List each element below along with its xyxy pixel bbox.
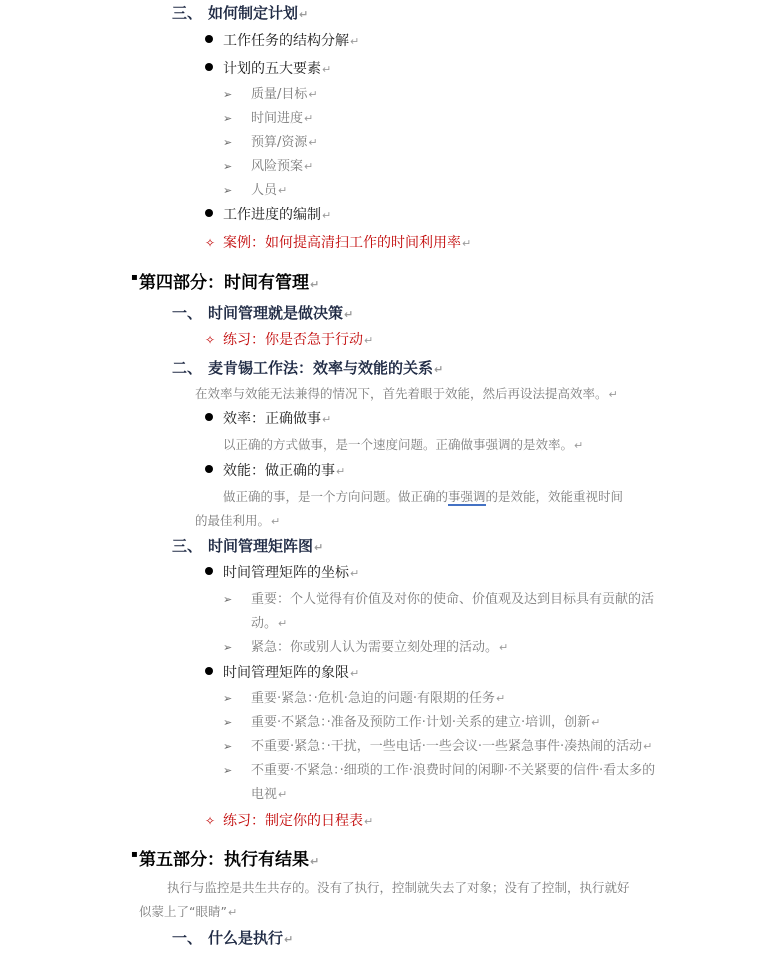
arrow-bullet-icon: ➢	[223, 184, 233, 197]
exercise-item: ✧ 练习：制定你的日程表↵	[205, 813, 374, 829]
case-example: ✧ 案例：如何提高清扫工作的时间利用率↵	[205, 235, 472, 251]
body-paragraph: 做正确的事，是一个方向问题。做正确的事强调的是效能，效能重视时间	[223, 489, 624, 504]
sub-bullet-item: ➢ 时间进度↵	[223, 111, 314, 126]
body-paragraph-continued: 的最佳利用。↵	[195, 513, 281, 528]
sub-bullet-item: ➢ 重要·紧急：·危机·急迫的问题·有限期的任务↵	[223, 691, 506, 706]
grammar-underline: 事强调	[448, 489, 486, 504]
arrow-bullet-icon: ➢	[223, 160, 233, 173]
body-paragraph: 在效率与效能无法兼得的情况下，首先着眼于效能，然后再设法提高效率。↵	[195, 386, 618, 401]
arrow-bullet-icon: ➢	[223, 716, 233, 729]
section-square-icon: ▪	[131, 272, 138, 283]
sub-bullet-item: ➢ 人员↵	[223, 183, 288, 198]
bullet-item: 时间管理矩阵的坐标↵	[205, 566, 359, 580]
bullet-item: 工作任务的结构分解↵	[205, 34, 359, 48]
bullet-item: 时间管理矩阵的象限↵	[205, 666, 359, 680]
arrow-bullet-icon: ➢	[223, 641, 233, 654]
heading-how-to-plan: 三、 如何制定计划↵	[172, 4, 309, 22]
star-bullet-icon: ✧	[205, 333, 216, 347]
sub-bullet-item: ➢ 质量/目标↵	[223, 87, 318, 102]
bullet-dot-icon	[205, 413, 213, 421]
section-square-icon: ▪	[131, 849, 138, 860]
body-paragraph-continued: 似蒙上了“眼睛”↵	[139, 904, 238, 919]
sub-bullet-continued: 动。↵	[251, 616, 288, 631]
heading-what-is-execution: 一、 什么是执行↵	[172, 929, 294, 947]
star-bullet-icon: ✧	[205, 814, 216, 828]
sub-bullet-item: ➢ 不重要·不紧急：·细琐的工作·浪费时间的闲聊·不关紧要的信件·看太多的	[223, 763, 656, 778]
arrow-bullet-icon: ➢	[223, 136, 233, 149]
sub-bullet-item: ➢ 重要：个人觉得有价值及对你的使命、价值观及达到目标具有贡献的活	[223, 592, 655, 607]
sub-bullet-item: ➢ 预算/资源↵	[223, 135, 318, 150]
arrow-bullet-icon: ➢	[223, 692, 233, 705]
sub-bullet-item: ➢ 风险预案↵	[223, 159, 314, 174]
part-four-title: ▪ 第四部分：时间有管理↵	[131, 272, 320, 293]
bullet-dot-icon	[205, 63, 213, 71]
heading-mckinsey: 二、 麦肯锡工作法：效率与效能的关系↵	[172, 359, 444, 377]
arrow-bullet-icon: ➢	[223, 740, 233, 753]
arrow-bullet-icon: ➢	[223, 593, 233, 606]
body-paragraph: 以正确的方式做事，是一个速度问题。正确做事强调的是效率。↵	[223, 437, 584, 452]
heading-decision: 一、 时间管理就是做决策↵	[172, 304, 354, 322]
bullet-dot-icon	[205, 567, 213, 575]
star-bullet-icon: ✧	[205, 236, 216, 250]
bullet-item: 工作进度的编制↵	[205, 208, 331, 222]
exercise-item: ✧ 练习：你是否急于行动↵	[205, 332, 374, 348]
arrow-bullet-icon: ➢	[223, 764, 233, 777]
arrow-bullet-icon: ➢	[223, 112, 233, 125]
bullet-dot-icon	[205, 209, 213, 217]
bullet-item: 效率：正确做事↵	[205, 412, 331, 426]
heading-matrix: 三、 时间管理矩阵图↵	[172, 537, 324, 555]
bullet-item: 效能：做正确的事↵	[205, 464, 345, 478]
paragraph-mark-icon: ↵	[299, 8, 309, 21]
arrow-bullet-icon: ➢	[223, 88, 233, 101]
sub-bullet-continued: 电视↵	[251, 787, 288, 802]
bullet-dot-icon	[205, 465, 213, 473]
body-paragraph: 执行与监控是共生共存的。没有了执行，控制就失去了对象；没有了控制，执行就好	[167, 880, 630, 895]
sub-bullet-item: ➢ 重要·不紧急：·准备及预防工作·计划·关系的建立·培训，创新↵	[223, 715, 601, 730]
bullet-dot-icon	[205, 667, 213, 675]
sub-bullet-item: ➢ 紧急：你或别人认为需要立刻处理的活动。↵	[223, 640, 509, 655]
heading-number: 三、	[172, 4, 203, 22]
bullet-dot-icon	[205, 35, 213, 43]
bullet-item: 计划的五大要素↵	[205, 62, 331, 76]
part-five-title: ▪ 第五部分：执行有结果↵	[131, 849, 320, 870]
sub-bullet-item: ➢ 不重要·紧急：·干扰，一些电话·一些会议·一些紧急事件·凑热闹的活动↵	[223, 739, 653, 754]
